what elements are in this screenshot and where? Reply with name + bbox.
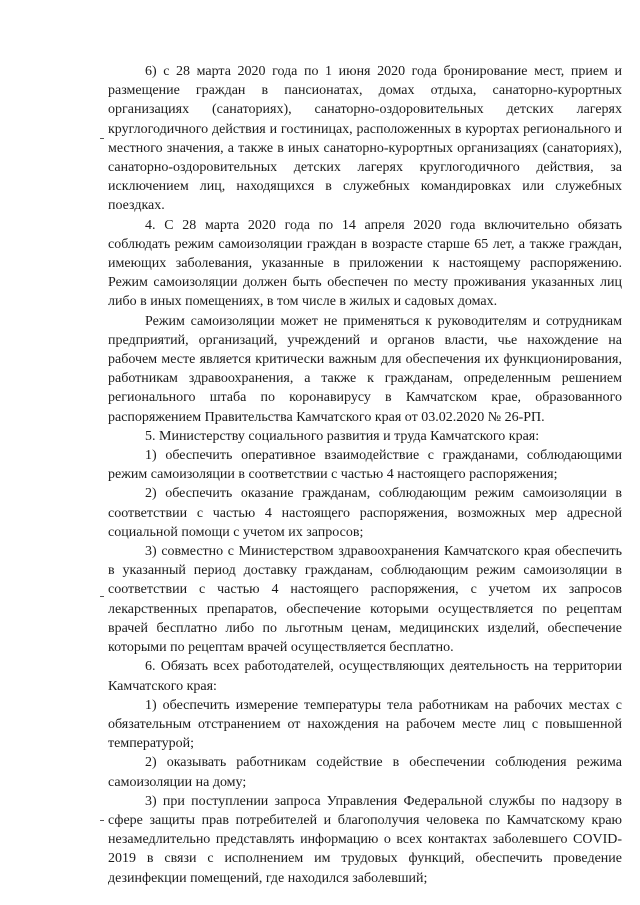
margin-mark [100, 820, 104, 821]
paragraph-self-isolation-exceptions: Режим самоизоляции может не применяться к руководителям и сотрудникам предприятий, организаций, учреждений и органов власти, чье нахождение на рабочем месте является критически важным для обеспечения их функционирования, работникам здравоохранения, а также к гражданам, определенным решением регионального штаба по коронавирусу в Камчатском крае, образованного распоряжением Правительства Камчатского края от 03.02.2020 № 26-РП. [108, 313, 622, 425]
paragraph-5-item-1: 1) обеспечить оперативное взаимодействие с гражданами, соблюдающими режим самоизоляции в соответствии с частью 4 настоящего распоряжения; [108, 448, 622, 483]
margin-mark [100, 596, 104, 597]
paragraph-6-item-2: 2) оказывать работникам содействие в обеспечении соблюдения режима самоизоляции на дому; [108, 755, 622, 790]
margin-mark [100, 138, 104, 139]
paragraph-5-item-2: 2) обеспечить оказание гражданам, соблюдающим режим самоизоляции в соответствии с частью 4 настоящего распоряжения, возможных мер адресной социальной помощи с учетом их запросов; [108, 486, 622, 540]
document-body [108, 62, 622, 888]
paragraph-6-item-1: 1) обеспечить измерение температуры тела работникам на рабочих местах с обязательным отстранением от нахождения на рабочем месте лиц с повышенной температурой; [108, 697, 622, 752]
paragraph-6-sub6: 6) с 28 марта 2020 года по 1 июня 2020 года бронирование мест, прием и размещение граждан в пансионатах, домах отдыха, санаторно-курортных организациях (санаториях), санаторно-оздоровительных детских лагерях круглогодичного действия и гостиницах, расположенных в курортах регионального и местного значения, а также в иных санаторно-курортных организациях (санаториях), санаторно-оздоровительных детских лагерях круглогодичного действия, за исключением лиц, находящихся в служебных командировках или служебных поездках. [108, 64, 622, 214]
paragraph-5: 5. Министерству социального развития и труда Камчатского края: [145, 428, 540, 444]
paragraph-6-item-3: 3) при поступлении запроса Управления Федеральной службы по надзору в сфере защиты прав потребителей и благополучия человека по Камчатскому краю незамедлительно представлять информацию о всех контактах заболевшего COVID-2019 в связи с исполнением им трудовых функций, обеспечить проведение дезинфекции помещений, где находился заболевший; [108, 793, 622, 886]
paragraph-6: 6. Обязать всех работодателей, осуществляющих деятельность на территории Камчатского края: [108, 659, 622, 694]
paragraph-4: 4. С 28 марта 2020 года по 14 апреля 2020 года включительно обязать соблюдать режим самоизоляции граждан в возрасте старше 65 лет, а также граждан, имеющих заболевания, указанные в приложении к настоящему распоряжению. Режим самоизоляции должен быть обеспечен по месту проживания указанных лиц либо в иных помещениях, в том числе в жилых и садовых домах. [108, 217, 622, 310]
paragraph-5-item-3: 3) совместно с Министерством здравоохранения Камчатского края обеспечить в указанный период доставку гражданам, соблюдающим режим самоизоляции в соответствии с частью 4 настоящего распоряжения, с учетом их запросов лекарственных препаратов, обеспечение которыми осуществляется по рецептам врачей бесплатно либо по льготным ценам, медицинских изделий, обеспечение которыми по рецептам врачей осуществляется бесплатно. [108, 544, 622, 656]
